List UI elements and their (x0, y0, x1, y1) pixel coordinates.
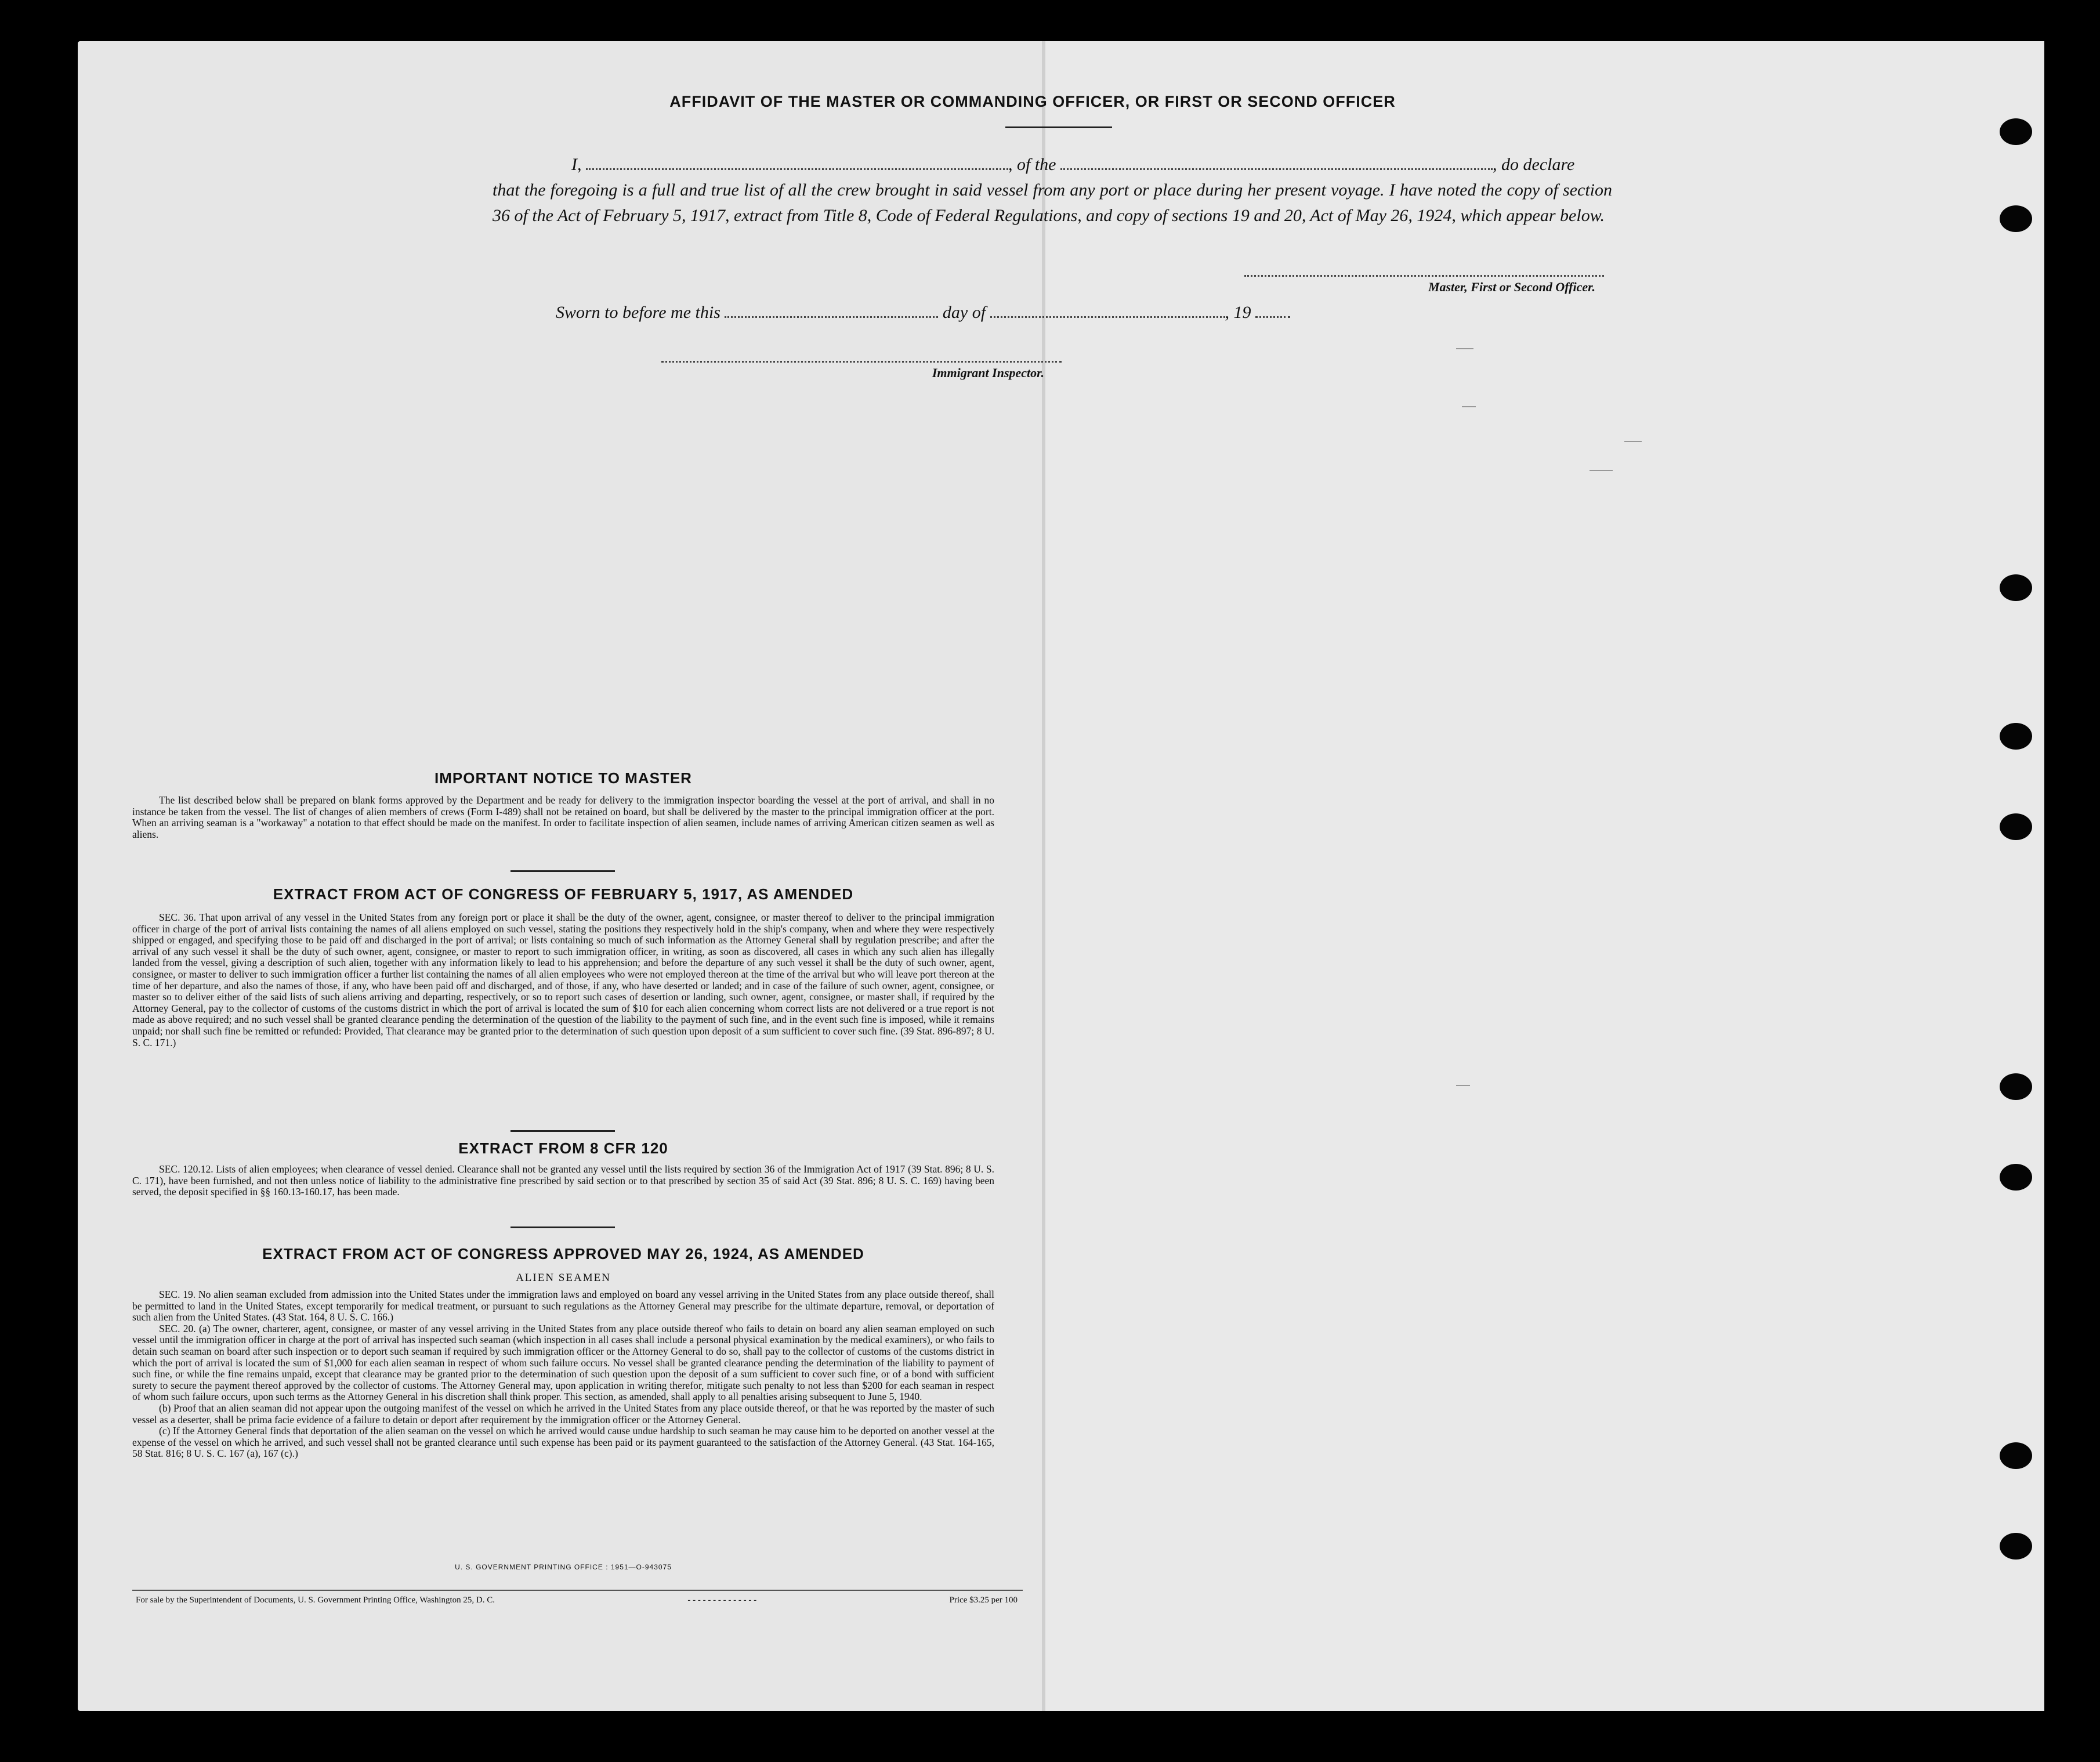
day-of-label: day of (942, 303, 986, 322)
section-20b-paragraph: (b) Proof that an alien seaman did not appear upon the outgoing manifest of the vessel on which he arrived in the United States from any place outside thereof, or that he was reported by the master of such vessel as a deserter, shall be prima facie evidence of a failure to detain or deport after requirement by the immigration officer or the Attorney General. (132, 1402, 994, 1425)
declaration-text: that the foregoing is a full and true list of all the crew brought in said vessel from any port or place during her present voyage. I have noted the copy of section 36 of the Act of February 5, 1917, extract from Title 8, Code of Federal Regulations, and copy of sections 19 and 20, Act of May 26, 1924, which appear below. (493, 180, 1612, 225)
extract-cfr-text (132, 1164, 994, 1198)
declarant-name-field[interactable] (586, 155, 1008, 170)
notice-text (132, 795, 994, 840)
section-120-12-paragraph: SEC. 120.12. Lists of alien employees; when clearance of vessel denied. Clearance shall not be granted any vessel until the lists required by section 36 of the Immigration Act of 1917 (39 Stat. 896; 8 U. S. C. 171), have been furnished, and not then unless notice of liability to the administrative fine prescribed by said section or to that prescribed by section 35 of said Act (39 Stat. 896; 8 U. S. C. 169) having been served, the deposit specified in §§ 160.13-160.17, has been made. (132, 1163, 994, 1198)
sworn-day-field[interactable] (725, 303, 938, 318)
stray-mark (1456, 1085, 1470, 1086)
extract-cfr-title: EXTRACT FROM 8 CFR 120 (458, 1139, 668, 1157)
affidavit-title: AFFIDAVIT OF THE MASTER OR COMMANDING OFFICER, OR FIRST OR SECOND OFFICER (669, 93, 1396, 110)
master-signature-line[interactable] (1244, 275, 1604, 277)
punch-hole (2000, 1073, 2032, 1100)
extract-1924-title: EXTRACT FROM ACT OF CONGRESS APPROVED MAY 26, 1924, AS AMENDED (262, 1245, 864, 1262)
stray-mark (1624, 441, 1642, 442)
master-signature-caption: Master, First or Second Officer. (1428, 280, 1595, 294)
extract-1924-text (132, 1289, 994, 1460)
section-rule (510, 1130, 615, 1132)
inspector-caption: Immigrant Inspector. (932, 366, 1044, 380)
punch-hole (2000, 118, 2032, 145)
sworn-month-field[interactable] (990, 303, 1225, 318)
affidavit-declaration (493, 152, 1612, 229)
punch-hole (2000, 205, 2032, 232)
sale-notice: For sale by the Superintendent of Documents, U. S. Government Printing Office, Washington 25, D. C. (136, 1595, 495, 1605)
section-36-paragraph: SEC. 36. That upon arrival of any vessel in the United States from any foreign port or place it shall be the duty of the owner, agent, consignee, or master thereof to deliver to the principal immigration officer in charge of the port of arrival lists containing the names of all aliens employed on such vessel, stating the positions they respectively hold in the ship's company, when and where they were respectively shipped or engaged, and specifying those to be paid off and discharged in the port of arrival; or lists containing so much of such information as the Attorney General shall by regulation prescribe; and after the arrival of any such vessel it shall be the duty of such owner, agent, consignee, or master to report to such immigration officer, in writing, as soon as discovered, all cases in which any such alien has illegally landed from the vessel, giving a description of such alien, together with any information likely to lead to his apprehension; and before the departure of any such vessel it shall be the duty of such owner, agent, consignee, or master to deliver to such immigration officer a further list containing the names of all alien employees who were not employed thereon at the time of the arrival but who will leave port thereon at the time of her departure, and also the names of those, if any, who have been paid off and discharged, and of those, if any, who have deserted or landed; and in case of the failure of such owner, agent, consignee, or master so to deliver either of the said lists of such aliens arriving and departing, respectively, or so to report such cases of desertion or landing, such owner, agent, consignee, or master shall, if required by the Attorney General, pay to the collector of customs of the customs district in which the port of arrival is located the sum of $10 for each alien concerning whom correct lists are not delivered or a true report is not made as above required; and no such vessel shall be granted clearance pending the determination of the question of the liability to the payment of such fine, and in the event such fine is imposed, while it remains unpaid; nor shall such fine be remitted or refunded: Provided, That clearance may be granted prior to the determination of such question upon deposit of a sum sufficient to cover such fine. (39 Stat. 896-897; 8 U. S. C. 171.) (132, 911, 994, 1048)
punch-hole (2000, 813, 2032, 840)
inspector-signature-line[interactable] (661, 361, 1062, 363)
extract-1917-title: EXTRACT FROM ACT OF CONGRESS OF FEBRUARY 5, 1917, AS AMENDED (273, 885, 854, 903)
footer-rule (132, 1590, 1023, 1591)
punch-hole (2000, 1164, 2032, 1191)
extract-1917-text (132, 912, 994, 1048)
sworn-label: Sworn to before me this (556, 303, 720, 322)
gpo-imprint: U. S. GOVERNMENT PRINTING OFFICE : 1951—O-943075 (455, 1563, 672, 1571)
alien-seamen-subtitle: ALIEN SEAMEN (516, 1272, 611, 1284)
stray-mark (1590, 470, 1613, 471)
vessel-name-field[interactable] (1060, 155, 1493, 170)
footer-dashes: - - - - - - - - - - - - - - (687, 1595, 757, 1605)
punch-hole (2000, 723, 2032, 750)
stray-mark (1462, 406, 1476, 407)
section-19-paragraph: SEC. 19. No alien seaman excluded from admission into the United States under the immigration laws and employed on board any vessel arriving in the United States from any place outside thereof, shall be permitted to land in the United States, except temporarily for medical treatment, or pursuant to such regulations as the Attorney General may prescribe for the ultimate departure, removal, or deportation of such alien from the United States. (43 Stat. 164, 8 U. S. C. 166.) (132, 1289, 994, 1323)
punch-hole (2000, 1533, 2032, 1560)
section-20c-paragraph: (c) If the Attorney General finds that deportation of the alien seaman on the vessel on which he arrived would cause undue hardship to such seaman he may cause him to be deported on another vessel at the expense of the vessel on which he arrived, and such vessel shall not be granted clearance until such expense has been paid or its payment guaranteed to the satisfaction of the Attorney General. (43 Stat. 164-165, 58 Stat. 816; 8 U. S. C. 167 (a), 167 (c).) (132, 1425, 994, 1460)
year-label: , 19 (1225, 303, 1251, 322)
section-rule (510, 1226, 615, 1228)
footer (136, 1595, 1018, 1605)
notice-title: IMPORTANT NOTICE TO MASTER (435, 769, 692, 787)
declarant-prefix: I, (571, 155, 582, 174)
sworn-line (556, 303, 1290, 323)
punch-hole (2000, 1442, 2032, 1469)
section-20a-paragraph: SEC. 20. (a) The owner, charterer, agent, consignee, or master of any vessel arriving in the United States from any place outside thereof who fails to detain on board any alien seaman employed on such vessel until the immigration officer in charge at the port of arrival has inspected such seaman (which inspection in all cases shall include a personal physical examination by the medical examiners), or who fails to detain such seaman on board after such inspection or to deport such seaman if required by such immigration officer or the Attorney General to do so, shall pay to the collector of customs of the customs district in which the port of arrival is located the sum of $1,000 for each alien seaman in respect of whom such failure occurs. No vessel shall be granted clearance pending the determination of the liability to payment of such fine, or while the fine remains unpaid, except that clearance may be granted prior to the determination of such question upon the deposit of a sum sufficient to cover such fine, or of a bond with sufficient surety to secure the payment thereof approved by the collector of customs. The Attorney General may, upon application in writing therefor, mitigate such penalty to not less than $200 for each seaman in respect of whom such failure occurs, upon such terms as the Attorney General in his discretion shall think proper. This section, as amended, shall apply to all penalties arising subsequent to June 5, 1940. (132, 1322, 994, 1403)
page-fold (1042, 41, 1045, 1711)
sworn-year-field[interactable] (1255, 303, 1290, 318)
declaration-line (493, 152, 1612, 178)
title-rule (1005, 126, 1112, 128)
section-rule (510, 870, 615, 872)
price-label: Price $3.25 per 100 (949, 1595, 1018, 1605)
of-the-label: , of the (1008, 155, 1056, 174)
stray-mark (1456, 348, 1473, 349)
do-declare-label: , do declare (1493, 155, 1575, 174)
notice-paragraph: The list described below shall be prepared on blank forms approved by the Department and be ready for delivery to the immigration inspector boarding the vessel at the port of arrival, and shall in no instance be taken from the vessel. The list of changes of alien members of crews (Form I-489) shall not be retained on board, but shall be delivered by the master to the principal immigration officer at the port. When an arriving seaman is a "workaway" a notation to that effect should be made on the manifest. In order to facilitate inspection of alien seamen, include names of arriving American citizen seamen as well as aliens. (132, 794, 994, 840)
punch-hole (2000, 574, 2032, 601)
